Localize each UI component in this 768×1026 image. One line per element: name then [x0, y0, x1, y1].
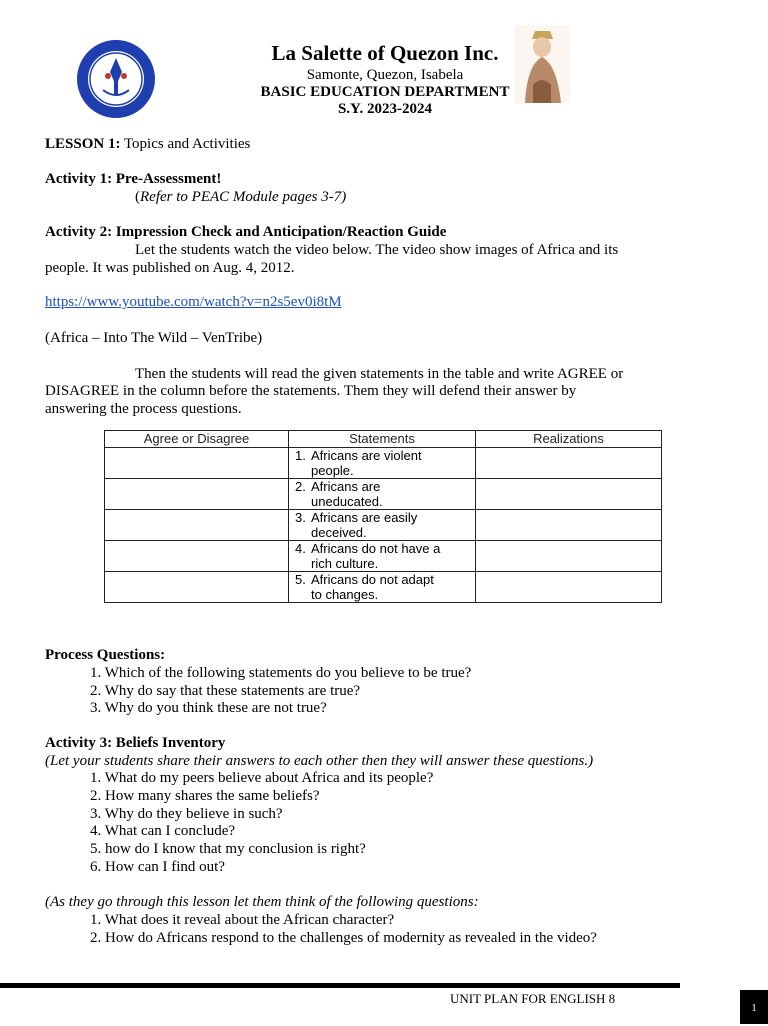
- statement-cell: 3. Africans are easily deceived.: [289, 510, 476, 541]
- footer-divider: [0, 983, 680, 988]
- column-header-realizations: Realizations: [476, 431, 662, 448]
- table-row: [105, 572, 662, 603]
- lesson-label: LESSON 1:: [45, 136, 121, 152]
- list-item: 1. Which of the following statements do you believe to be true?: [90, 665, 472, 681]
- table-row: [105, 448, 662, 479]
- realization-cell[interactable]: [476, 510, 662, 541]
- realization-cell[interactable]: [476, 448, 662, 479]
- lesson-title: Topics and Activities: [123, 136, 251, 152]
- table-row: [105, 479, 662, 510]
- video-link[interactable]: https://www.youtube.com/watch?v=n2s5ev0i8tM: [45, 294, 342, 310]
- list-item: 5. how do I know that my conclusion is right?: [90, 841, 366, 857]
- activity2-paragraph2-line3: answering the process questions.: [45, 401, 242, 417]
- activity3-instruction: (Let your students share their answers to each other then they will answer these questions.): [45, 753, 594, 769]
- realization-cell[interactable]: [476, 572, 662, 603]
- school-year: S.Y. 2023-2024: [337, 101, 433, 117]
- list-item: 2. How many shares the same beliefs?: [90, 788, 320, 804]
- column-header-agree: Agree or Disagree: [105, 431, 289, 448]
- school-name: La Salette of Quezon Inc.: [271, 41, 499, 65]
- footer-text: UNIT PLAN FOR ENGLISH 8: [450, 991, 616, 1006]
- list-item: 2. How do Africans respond to the challenges of modernity as revealed in the video?: [90, 930, 597, 946]
- list-item: 4. What can I conclude?: [90, 823, 236, 839]
- list-item: 3. Why do they believe in such?: [90, 806, 283, 822]
- table-header-row: [105, 431, 662, 448]
- column-header-statements: Statements: [289, 431, 476, 448]
- agree-cell[interactable]: [105, 572, 289, 603]
- list-item: 2. Why do say that these statements are true?: [90, 683, 361, 699]
- table-row: [105, 510, 662, 541]
- video-title: (Africa – Into The Wild – VenTribe): [45, 330, 263, 346]
- activity2-title: Activity 2: Impression Check and Anticipation/Reaction Guide: [45, 224, 447, 240]
- agree-cell[interactable]: [105, 541, 289, 572]
- statement-cell: 1. Africans are violent people.: [289, 448, 476, 479]
- lesson-heading: [45, 135, 250, 153]
- activity2-paragraph2-line2: DISAGREE in the column before the statements. Them they will defend their answer by: [45, 383, 577, 399]
- school-seal-logo: [75, 38, 157, 120]
- activity3-title: Activity 3: Beliefs Inventory: [45, 735, 226, 751]
- list-item: 1. What does it reveal about the African character?: [90, 912, 395, 928]
- realization-cell[interactable]: [476, 541, 662, 572]
- agree-cell[interactable]: [105, 510, 289, 541]
- closing-instruction: (As they go through this lesson let them think of the following questions:: [45, 894, 479, 910]
- activity2-paragraph-line1: Let the students watch the video below. The video show images of Africa and its: [135, 242, 619, 258]
- agree-cell[interactable]: [105, 448, 289, 479]
- activity1-title: Activity 1: Pre-Assessment!: [45, 171, 222, 187]
- table-row: [105, 541, 662, 572]
- activity2-paragraph2-line1: Then the students will read the given statements in the table and write AGREE or: [135, 366, 624, 382]
- school-address: Samonte, Quezon, Isabela: [306, 67, 464, 83]
- anticipation-reaction-table: [104, 430, 662, 603]
- realization-cell[interactable]: [476, 479, 662, 510]
- statement-cell: 5. Africans do not adapt to changes.: [289, 572, 476, 603]
- statement-cell: 4. Africans do not have a rich culture.: [289, 541, 476, 572]
- agree-cell[interactable]: [105, 479, 289, 510]
- statement-cell: 2. Africans are uneducated.: [289, 479, 476, 510]
- department-name: BASIC EDUCATION DEPARTMENT: [260, 84, 510, 100]
- page-number: 1: [740, 990, 768, 1024]
- activity1-reference: (Refer to PEAC Module pages 3-7): [135, 189, 347, 205]
- process-questions-title: Process Questions:: [45, 647, 166, 663]
- list-item: 3. Why do you think these are not true?: [90, 700, 327, 716]
- list-item: 6. How can I find out?: [90, 859, 225, 875]
- list-item: 1. What do my peers believe about Africa and its people?: [90, 770, 434, 786]
- activity2-paragraph-line2: people. It was published on Aug. 4, 2012.: [45, 260, 295, 276]
